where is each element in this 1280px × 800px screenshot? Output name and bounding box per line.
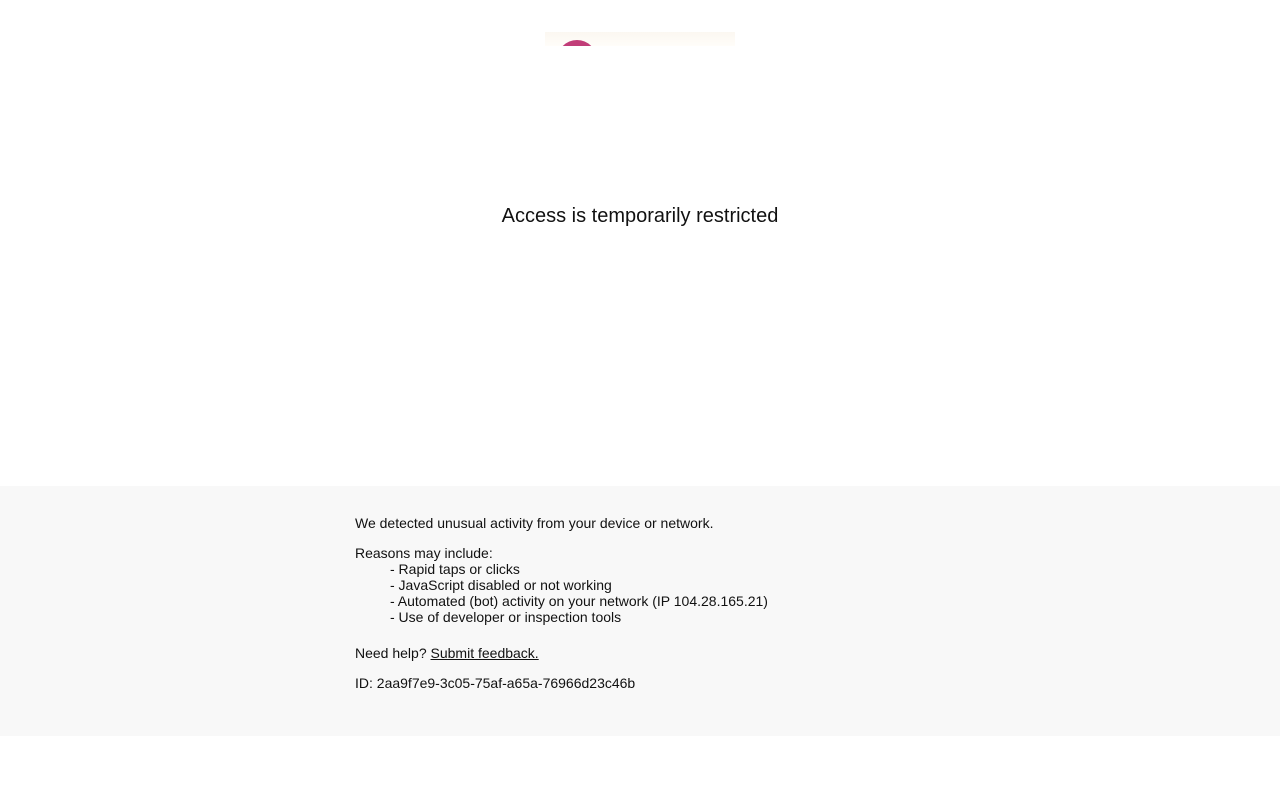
- page-title: Access is temporarily restricted: [501, 205, 779, 227]
- brand-logo: [545, 32, 735, 46]
- details-content: [355, 515, 955, 691]
- reason-item: - JavaScript disabled or not working: [390, 577, 612, 593]
- request-id-label: ID:: [355, 675, 373, 691]
- help-line: [355, 645, 955, 661]
- help-prefix: Need help?: [355, 645, 427, 661]
- reasons-list: [355, 561, 955, 625]
- request-id: [355, 675, 955, 691]
- reason-item: - Rapid taps or clicks: [390, 561, 520, 577]
- intro-text: We detected unusual activity from your device or network.: [355, 515, 714, 531]
- reason-item: - Automated (bot) activity on your network (IP 104.28.165.21): [390, 593, 768, 609]
- reason-item: - Use of developer or inspection tools: [390, 609, 622, 625]
- request-id-value: 2aa9f7e9-3c05-75af-a65a-76966d23c46b: [376, 675, 636, 691]
- submit-feedback-link[interactable]: Submit feedback.: [430, 645, 539, 661]
- reasons-title: Reasons may include:: [355, 545, 493, 561]
- details-panel: [0, 486, 1280, 736]
